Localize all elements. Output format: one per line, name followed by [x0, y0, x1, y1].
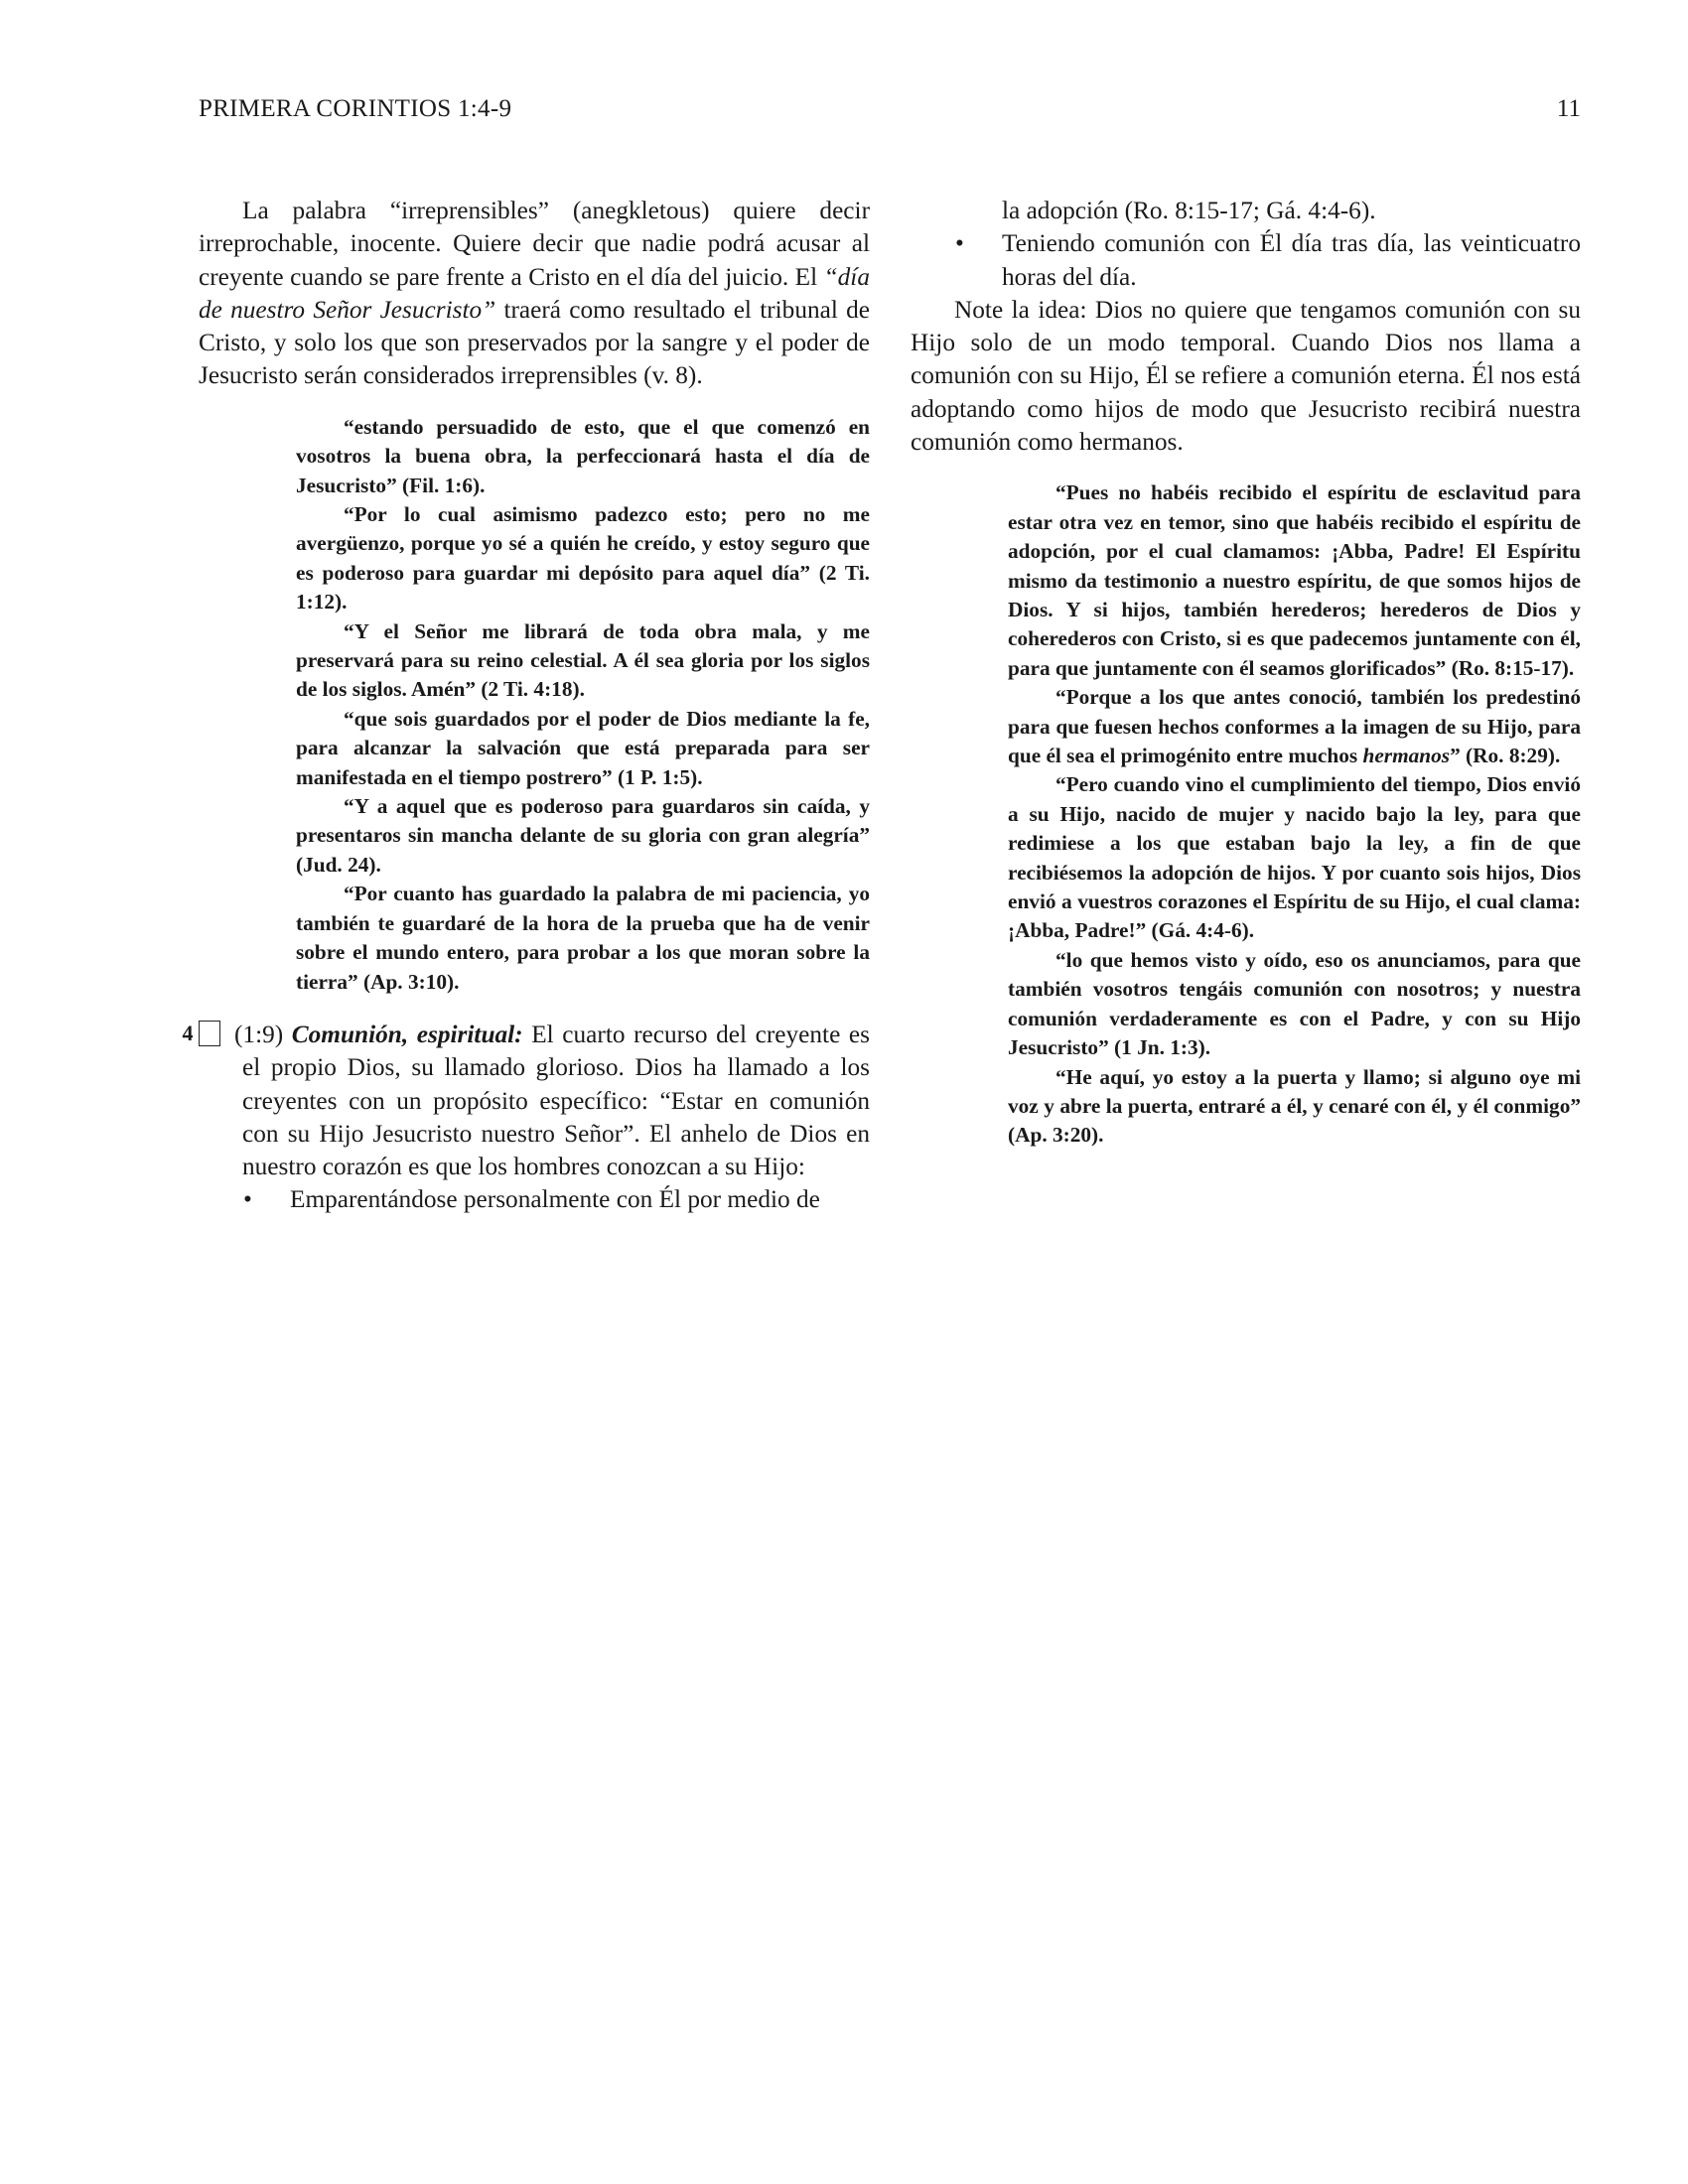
- bullet-dot: •: [955, 229, 964, 258]
- left-column: [182, 195, 871, 1217]
- paragraph-text: La palabra “irreprensibles” (anegkletous) quiere decir irreprochable, inocente. Quiere decir que nadie podrá acusar al creyente cuando se pare frente a Cristo en el día del juicio. El: [199, 197, 870, 291]
- scripture-quote: “Y a aquel que es poderoso para guardaros sin caída, y presentaros sin mancha delante de su gloria con gran alegría” (Jud. 24).: [296, 794, 870, 877]
- point-reference: (1:9): [234, 1020, 292, 1048]
- bullet-dot: •: [243, 1185, 252, 1214]
- paragraph-text: traerá como resultado el tribunal de Cristo, y solo los que son preservados por la sangre y el poder de Jesucristo serán considerados irreprensibles (v. 8).: [199, 295, 871, 390]
- scripture-quote: “estando persuadido de esto, que el que comenzó en vosotros la buena obra, la perfeccionará hasta el día de Jesucristo” (Fil. 1:6).: [296, 414, 870, 497]
- scripture-quote: “Y el Señor me librará de toda obra mala, y me preservará para su reino celestial. A él sea gloria por los siglos de los siglos. Amén” (2 Ti. 4:18).: [296, 618, 870, 702]
- scripture-quote: “que sois guardados por el poder de Dios mediante la fe, para alcanzar la salvación que está preparada para ser manifestada en el tiempo postrero” (1 P. 1:5).: [296, 706, 870, 789]
- quote-text: ” (Ro. 8:29).: [1450, 744, 1561, 768]
- scripture-quote: [1008, 683, 1581, 770]
- scripture-quote: “He aquí, yo estoy a la puerta y llamo; si alguno oye mi voz y abre la puerta, entraré a él, y cenaré con él, y él conmigo” (Ap. 3:20).: [1008, 1064, 1581, 1148]
- point-text: El cuarto recurso del creyente es el propio Dios, su llamado glorioso. Dios ha llamado a los creyentes con un propósito específico: “Estar en comunión con su Hijo Jesucristo nuestro Señor”. El anhelo de Dios en nuestro corazón es que los hombres conozcan a su Hijo:: [242, 1020, 870, 1181]
- running-head: PRIMERA CORINTIOS 1:4-9: [199, 95, 512, 122]
- paragraph-note: Note la idea: Dios no quiere que tengamos comunión con su Hijo solo de un modo temporal. Cuando Dios nos llama a comunión con su Hijo, Él se refiere a comunión eterna. Él nos está adoptando como hijos de modo que Jesucristo recibirá nuestra comunión como hermanos.: [911, 295, 1581, 457]
- italic-phrase: “día de nuestro Señor Jesucristo”: [199, 262, 870, 324]
- point-paragraph: [182, 1019, 870, 1183]
- quote-text: “Porque a los que antes conoció, también los predestinó para que fuesen hechos conformes a la imagen de su Hijo, para que él sea el primogénito entre muchos: [1008, 685, 1581, 768]
- scripture-quotes: [1008, 478, 1581, 1150]
- italic-word: hermanos: [1362, 744, 1451, 768]
- paragraph-irreprensibles: [199, 195, 870, 393]
- scripture-quote: “Pero cuando vino el cumplimiento del tiempo, Dios envió a su Hijo, nacido de mujer y nacido bajo la ley, para que redimiese a los que estaban bajo la ley, a fin de que recibiésemos la adopción de hijos. Y por cuanto sois hijos, Dios envió a vuestros corazones el Espíritu de su Hijo, el cual clama: ¡Abba, Padre!” (Gá. 4:4-6).: [1008, 772, 1581, 943]
- point-heading: Comunión, espiritual:: [291, 1020, 523, 1048]
- page-number: 11: [1556, 95, 1581, 122]
- scripture-quote: “lo que hemos visto y oído, eso os anunciamos, para que también vosotros tengáis comunión con nosotros; y nuestra comunión verdaderamente es con el Padre, y con su Hijo Jesucristo” (1 Jn. 1:3).: [1008, 947, 1581, 1060]
- bullet-continuation: la adopción (Ro. 8:15-17; Gá. 4:4-6).: [1002, 197, 1376, 224]
- scripture-quote: “Pues no habéis recibido el espíritu de esclavitud para estar otra vez en temor, sino que habéis recibido el espíritu de adopción, por el cual clamamos: ¡Abba, Padre! El Espíritu mismo da testimonio a nuestro espíritu, de que somos hijos de Dios. Y si hijos, también herederos; herederos de Dios y coherederos con Cristo, si es que padecemos juntamente con él, para que juntamente con él seamos glorificados” (Ro. 8:15-17).: [1008, 480, 1581, 680]
- scripture-quotes: [296, 413, 870, 997]
- bullet-text: Emparentándose personalmente con Él por medio de: [290, 1185, 820, 1214]
- bullet-item: [199, 1183, 870, 1216]
- scripture-quote: “Por cuanto has guardado la palabra de mi paciencia, yo también te guardaré de la hora de la prueba que ha de venir sobre el mundo entero, para probar a los que moran sobre la tierra” (Ap. 3:10).: [296, 882, 870, 994]
- right-column: [911, 195, 1581, 1151]
- bullet-text: Teniendo comunión con Él día tras día, las veinticuatro horas del día.: [1002, 229, 1581, 291]
- bullet-item: [911, 227, 1581, 294]
- scripture-quote: “Por lo cual asimismo padezco esto; pero no me avergüenzo, porque yo sé a quién he creído, y estoy seguro que es poderoso para guardar mi depósito para aquel día” (2 Ti. 1:12).: [296, 502, 870, 614]
- point-number-box: 4: [199, 1021, 220, 1046]
